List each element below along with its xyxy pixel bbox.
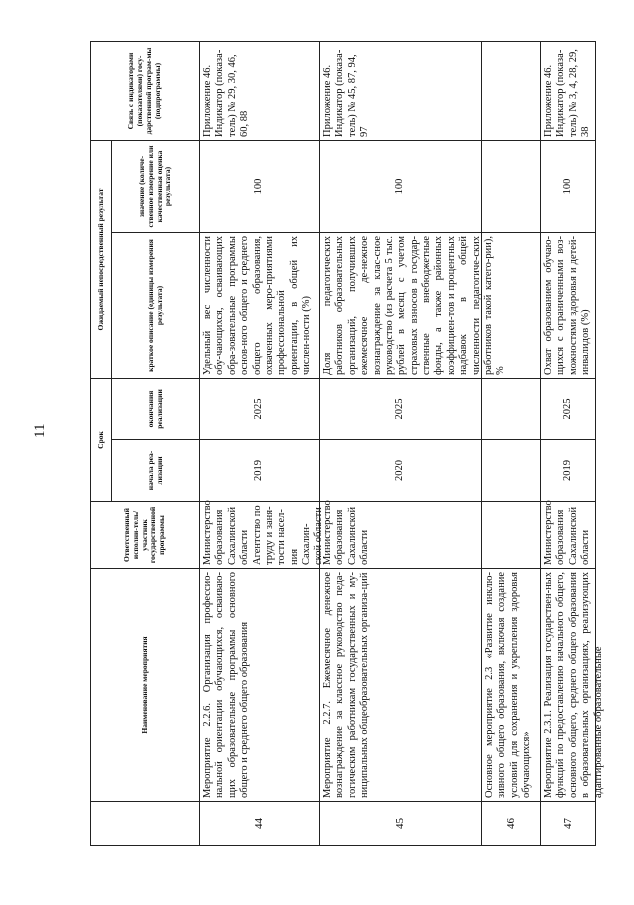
row-45-value: 100 [319,140,482,233]
row-45-start: 2020 [319,439,482,502]
row-45-link: Приложение 46. Индикатор (показа-тель) № 45, 87, 94, 97 [319,41,482,141]
header-term: Срок [90,378,112,502]
row-46-end [481,378,541,440]
row-44-responsible: Министерство образования Сахалинской области Агентство по труду и заня-тости насел-ния Сахалин-ской области [199,501,320,569]
row-44-name: Мероприятие 2.2.6. Организация профессио-нальной ориентации обучающихся, осваиваю-щих образовательные программы основного общего и среднего общего образования [199,568,320,802]
header-link: Связь с индикаторами (показателями) госу-дарственной програм-мы (подпрограммы) [90,41,200,141]
row-45-responsible: Министерство образования Сахалинской области [319,501,482,569]
header-term-end: окончания реализации [111,378,200,440]
header-term-start: начала реа-лизации [111,439,200,502]
row-44-end: 2025 [199,378,320,440]
row-46-responsible [481,501,541,569]
row-45-num: 45 [319,801,482,846]
row-47-link: Приложение 46. Индикатор (показа-тель) № 3, 4, 28, 29, 38 [540,41,596,141]
row-47-responsible: Министерство образования Сахалинской области [540,501,596,569]
row-45-desc: Доля педагогических работников образовательных организаций, получивших ежемесячное де-нежное вознаграждение за клас-сное руководство (из расчета 5 тыс. рублей в месяц с учетом страховых взносов в государ-ственные внебюджетные фонды, а также районных коэффициен-тов и процентных надбавок в общей численности педагогиче-ских работников такой катего-рии), % [319,232,482,379]
row-44-start: 2019 [199,439,320,502]
header-num [90,801,200,846]
row-47-start: 2019 [540,439,596,502]
row-44-value: 100 [199,140,320,233]
row-44-link: Приложение 46. Индикатор (показа-тель) № 29, 30, 46, 60, 88 [199,41,320,141]
row-46-start [481,439,541,502]
row-47-value: 100 [540,140,596,233]
row-47-name: Мероприятие 2.3.1. Реализация государствен-ных функций по предоставлению начального общего, основного общего, среднего общего образования в образовательных организациях, реализующих адаптированные образовательные [540,568,596,802]
row-45-name: Мероприятие 2.2.7. Ежемесячное денежное вознаграждение за классное руководство педа-гогическим работникам государственных и му-ниципальных общеобразовательных организа-ций [319,568,482,802]
row-44-num: 44 [199,801,320,846]
page-number: 11 [32,423,48,438]
measures-table [90,41,604,846]
header-expected: Ожидаемый непосредственный результат [90,140,112,379]
header-responsible: Ответственный исполни-тель/участник государственной программы [90,501,200,569]
header-expected-value: значение (количе-ственное измерение или качественная оценка результата) [111,140,200,233]
row-47-desc: Охват образованием обучаю-щихся с ограниченными воз-можностями здоровья и детей-инвалидов (%) [540,232,596,379]
row-45-end: 2025 [319,378,482,440]
header-expected-desc: краткое описание (единицы измерения результата) [111,232,200,379]
header-name: Наименование мероприятия [90,568,200,802]
row-47-num: 47 [540,801,596,846]
row-47-end: 2025 [540,378,596,440]
row-46-name: Основное мероприятие 2.3 «Развитие инклю-зивного общего образования, включая создание условий для сохранения и укрепления здоровья обучающихся» [481,568,541,802]
row-46-num: 46 [481,801,541,846]
row-46-value [481,140,541,233]
row-46-desc [481,232,541,379]
row-46-link [481,41,541,141]
row-44-desc: Удельный вес численности обу-чающихся, осваивающих обра-зовательные программы основ-ного общего и среднего общего образования, охваченных меро-приятиями профессиональной ориентации, в общей их числен-ности (%) [199,232,320,379]
